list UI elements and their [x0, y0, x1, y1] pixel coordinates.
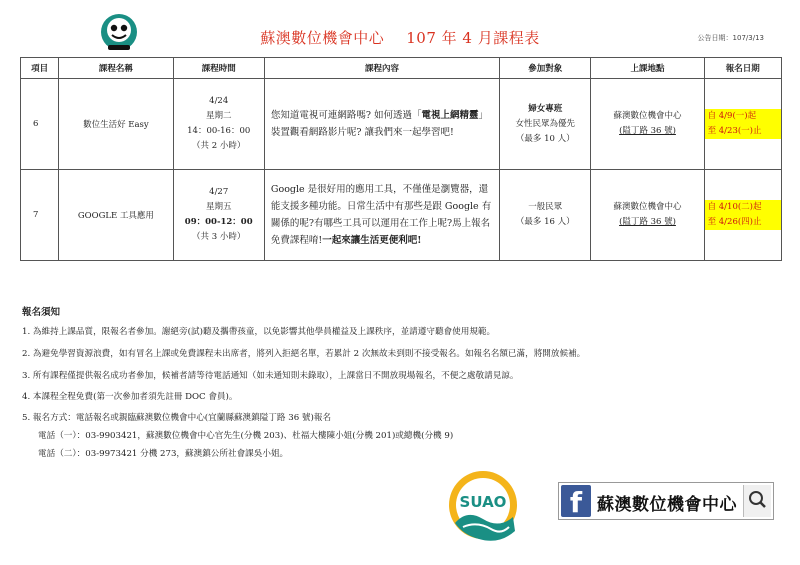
- facebook-icon: f: [561, 485, 591, 517]
- register-start: 自 4/10(二)起: [705, 200, 781, 215]
- row-register-dates: [704, 170, 781, 261]
- notice-item-3: 3. 所有課程僅提供報名成功者參加，候補者請等待電話通知（如未通知則未錄取），上課當日不開放現場報名，不便之處敬請見諒。: [22, 371, 519, 381]
- audience-priority: 女性民眾為優先: [515, 118, 576, 129]
- notice-item-2: 2. 為避免學習資源浪費，如有冒名上課或免費課程未出席者，將列入拒絕名單，若累計 2 次無故未到則不接受報名。如報名名額已滿，將開放候補。: [22, 349, 586, 359]
- table-header-row: [21, 58, 782, 79]
- row-audience: [500, 170, 591, 261]
- location-address: (隘丁路 36 號): [619, 126, 676, 136]
- content-bold: 一起來讓生活更便利吧!: [322, 235, 422, 246]
- time-range: 14：00-16：00: [187, 126, 251, 136]
- row-location: [591, 79, 704, 170]
- location-name: 蘇澳數位機會中心: [613, 202, 682, 212]
- announce-date: 公告日期：107/3/13: [697, 34, 764, 42]
- col-header-register: 報名日期: [704, 58, 781, 79]
- facebook-page-banner[interactable]: [558, 482, 774, 520]
- audience-limit: （最多 16 人）: [515, 217, 575, 227]
- audience-class: 婦女專班: [528, 103, 563, 114]
- time-date: 4/27: [209, 187, 229, 197]
- course-schedule-table: [20, 57, 782, 261]
- row-course-content: [264, 79, 499, 170]
- row-course-name: GOOGLE 工具應用: [59, 170, 173, 261]
- audience-limit: （最多 10 人）: [515, 133, 575, 144]
- col-header-no: 項目: [21, 58, 59, 79]
- row-no: 6: [21, 79, 59, 170]
- time-range: 09：00-12：00: [184, 217, 253, 227]
- content-text: Google 是很好用的應用工具，不僅僅是瀏覽器，還能支援多種功能。日常生活中有那些是跟 Google 有關係的呢?有哪些工具可以運用在工作上呢?馬上報名免費課程唷!: [270, 184, 492, 246]
- audience-class: 一般民眾: [528, 202, 563, 212]
- notice-title: 報名須知: [22, 307, 61, 318]
- table-row: [21, 170, 782, 261]
- row-location: [591, 170, 704, 261]
- row-course-time: [173, 170, 264, 261]
- time-total: （共 2 小時）: [192, 141, 246, 151]
- row-no: 7: [21, 170, 59, 261]
- title-month: 107 年 4 月課程表: [406, 29, 540, 47]
- phone-line-1: 電話（一）：03-9903421，蘇澳數位機會中心官先生(分機 203)、杜福大樓陳小姐(分機 201)或總機(分機 9): [38, 431, 454, 441]
- page-title: [0, 27, 800, 48]
- row-course-name: 數位生活好 Easy: [59, 79, 173, 170]
- notice-item-5: 5. 報名方式：電話報名或親臨蘇澳數位機會中心(宜蘭縣蘇澳鎮隘丁路 36 號)報名: [22, 413, 332, 423]
- col-header-audience: 參加對象: [500, 58, 591, 79]
- register-end: 至 4/23(一)止: [705, 124, 781, 139]
- notice-item-1: 1. 為維持上課品質，限報名者參加。謝絕旁(試)聽及攜帶孩童，以免影響其他學員權益及上課秩序，並請遵守聽會使用規範。: [22, 327, 496, 337]
- content-text-end: 」裝置觀看網路影片呢? 讓我們來一起學習吧!: [270, 110, 489, 138]
- time-date: 4/24: [209, 96, 229, 106]
- col-header-name: 課程名稱: [59, 58, 173, 79]
- content-text: 您知道電視可連網路嗎? 如何透過「: [270, 110, 422, 121]
- table-row: [21, 79, 782, 170]
- row-course-content: [264, 170, 499, 261]
- register-end: 至 4/26(四)止: [705, 215, 781, 230]
- time-weekday: 星期二: [205, 111, 232, 121]
- notice-item-4: 4. 本課程全程免費(第一次參加者須先註冊 DOC 會員)。: [22, 392, 238, 402]
- row-register-dates: [704, 79, 781, 170]
- suao-logo: [433, 465, 533, 547]
- location-address: (隘丁路 36 號): [619, 217, 676, 227]
- col-header-location: 上課地點: [591, 58, 704, 79]
- content-bold: 電視上網精靈: [421, 110, 479, 121]
- facebook-page-name: 蘇澳數位機會中心: [597, 495, 737, 515]
- time-total: （共 3 小時）: [192, 232, 246, 242]
- col-header-content: 課程內容: [264, 58, 499, 79]
- phone-line-2: 電話（二）：03-9973421 分機 273，蘇澳鎮公所社會課吳小姐。: [38, 449, 289, 459]
- col-header-time: 課程時間: [173, 58, 264, 79]
- center-name: 蘇澳數位機會中心: [260, 29, 385, 47]
- location-name: 蘇澳數位機會中心: [613, 111, 682, 121]
- search-icon: [743, 485, 771, 517]
- register-start: 自 4/9(一)起: [705, 109, 781, 124]
- row-course-time: [173, 79, 264, 170]
- row-audience: [500, 79, 591, 170]
- time-weekday: 星期五: [205, 202, 232, 212]
- suao-logo-text: SUAO: [459, 493, 507, 511]
